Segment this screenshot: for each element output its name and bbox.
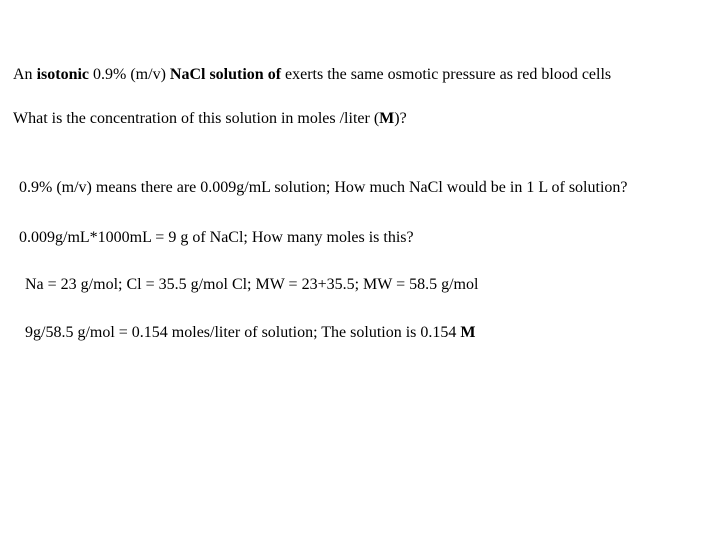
question-line bbox=[13, 109, 407, 129]
step-3-line: Na = 23 g/mol; Cl = 35.5 g/mol Cl; MW = 23+35.5; MW = 58.5 g/mol bbox=[25, 276, 479, 293]
statement-line bbox=[13, 65, 611, 85]
text-segment: An bbox=[13, 66, 37, 83]
answer-line bbox=[25, 323, 476, 343]
bold-term-isotonic: isotonic bbox=[36, 66, 90, 83]
step-1-line: 0.9% (m/v) means there are 0.009g/mL solution; How much NaCl would be in 1 L of solution? bbox=[19, 179, 628, 196]
bold-term-nacl-solution: NaCl solution of bbox=[169, 66, 282, 83]
text-segment: exerts the same osmotic pressure as red blood cells bbox=[281, 66, 612, 83]
text-segment: 9g/58.5 g/mol = 0.154 moles/liter of solution; The solution is 0.154 bbox=[25, 324, 461, 341]
text-segment: 0.9% (m/v) bbox=[89, 66, 170, 83]
text-segment: What is the concentration of this solution in moles /liter ( bbox=[13, 110, 380, 127]
text-segment: )? bbox=[394, 110, 407, 127]
step-2-line: 0.009g/mL*1000mL = 9 g of NaCl; How many moles is this? bbox=[19, 229, 414, 246]
bold-unit-m: M bbox=[379, 110, 395, 127]
bold-unit-m: M bbox=[460, 324, 476, 341]
